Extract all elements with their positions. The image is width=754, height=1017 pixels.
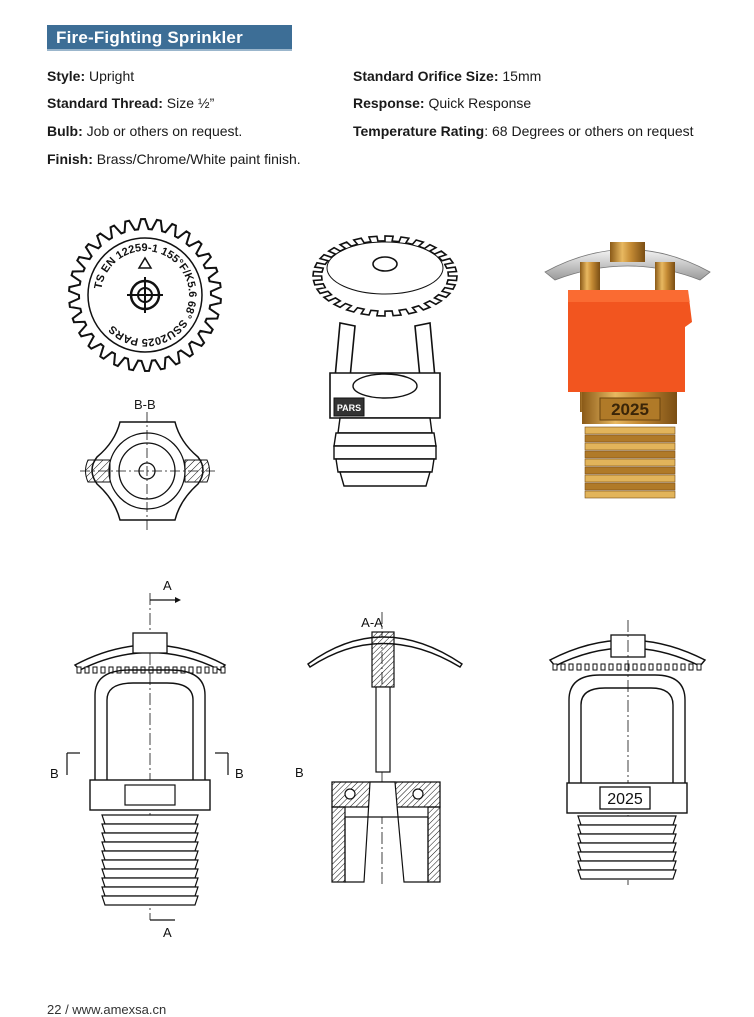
spec-thread: Standard Thread: Size ½” [47, 95, 215, 111]
section-b-left-label: B [50, 766, 59, 781]
section-a-top-label: A [163, 578, 172, 593]
product-photo [540, 232, 715, 502]
page-footer: 22 / www.amexsa.cn [47, 1002, 167, 1017]
section-bb-view [80, 412, 215, 530]
side-year-mark: 2025 [607, 791, 643, 808]
deflector-marking: TS EN 12259-1 155°F/K5.6 68° SSU2025 PARS [92, 241, 199, 349]
deflector-top-view [65, 215, 225, 375]
photo-year-mark: 2025 [611, 400, 649, 419]
sprinkler-isometric-view [300, 228, 470, 503]
spec-bulb: Bulb: Job or others on request. [47, 123, 243, 139]
section-aa-view [290, 612, 470, 887]
spec-temperature: Temperature Rating: 68 Degrees or others on request [353, 123, 694, 139]
spec-finish: Finish: Brass/Chrome/White paint finish. [47, 151, 301, 167]
section-aa-label: A-A [361, 615, 383, 630]
section-a-bottom-label: A [163, 925, 172, 940]
front-elevation-view [45, 575, 275, 940]
section-bb-label: B-B [134, 397, 156, 412]
spec-style: Style: Upright [47, 68, 135, 84]
brand-mark: PARS [336, 403, 362, 413]
spec-orifice: Standard Orifice Size: 15mm [353, 68, 542, 84]
side-elevation-view [545, 620, 710, 885]
spec-response: Response: Quick Response [353, 95, 532, 111]
section-b-right-label: B [235, 766, 244, 781]
section-aa-b-label: B [295, 765, 304, 780]
page-title: Fire-Fighting Sprinkler [47, 25, 292, 51]
